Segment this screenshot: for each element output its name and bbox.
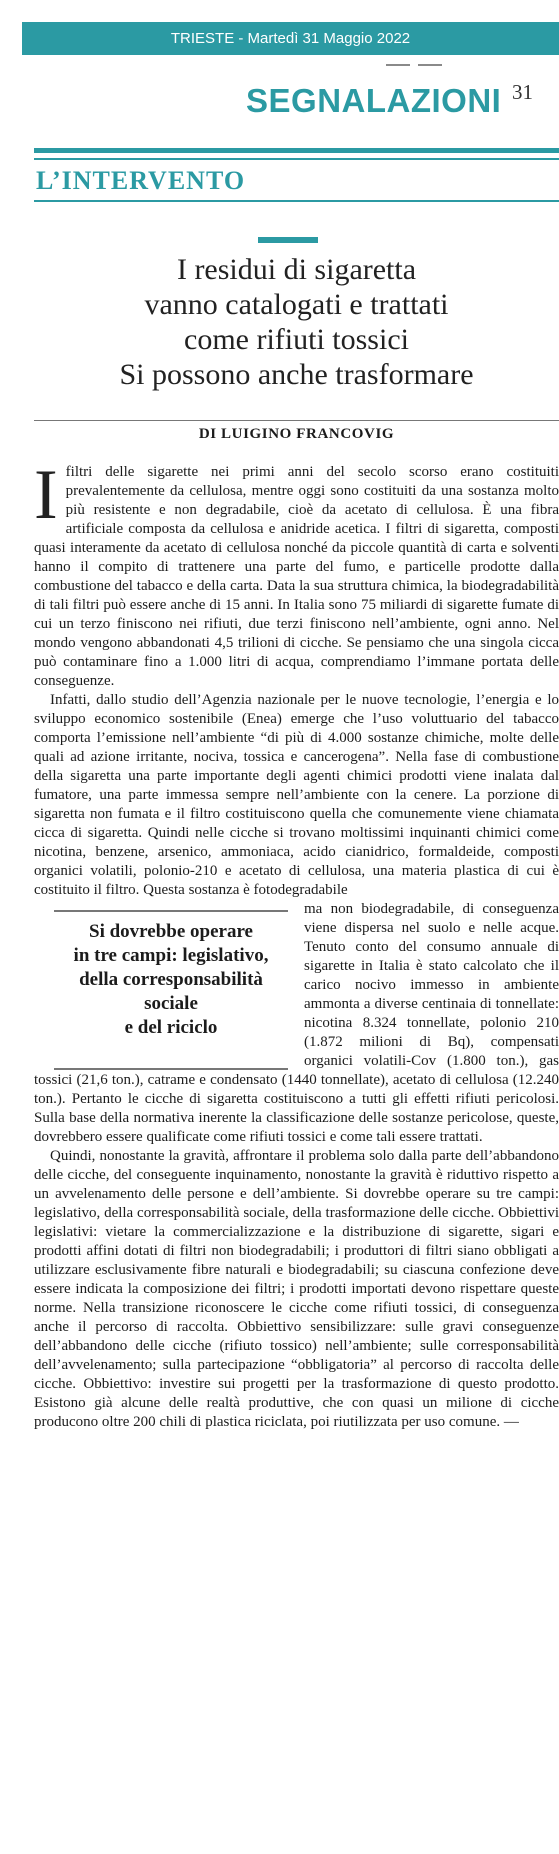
pullquote-line: in tre campi: legislativo,	[73, 945, 269, 966]
article-paragraph-2a	[34, 691, 559, 900]
headline-line: come rifiuti tossici	[184, 323, 409, 356]
headline	[34, 252, 559, 392]
pullquote	[34, 900, 288, 1070]
article-body	[34, 456, 559, 1432]
headline-line: vanno catalogati e trattati	[144, 288, 449, 321]
pullquote-rule-top	[54, 910, 288, 912]
pullquote-line: della corresponsabilità	[79, 969, 263, 990]
section-title: SEGNALAZIONI	[246, 82, 502, 119]
headline-accent-bar	[258, 237, 318, 243]
headline-line: Si possono anche trasformare	[119, 358, 474, 391]
pullquote-line: sociale	[144, 993, 198, 1014]
kicker-band-thin	[34, 158, 559, 160]
page-number: 31	[512, 80, 533, 104]
section-rule-right	[418, 64, 442, 66]
pullquote-line: e del riciclo	[124, 1017, 218, 1038]
article-paragraph-3	[34, 1147, 559, 1432]
paragraph-text: filtri delle sigarette nei primi anni del secolo scorso erano costituiti prevalentemente da cellulosa, mentre oggi sono costituiti da una sostanza molto più resistente e non degradabile, cioè da acetato di cellulosa. È una fibra artificiale composta da cellulosa e anidride acetica. I filtri di sigaretta, composti quasi interamente da acetato di cellulosa nonché da piccole quantità di carta e solventi hanno il compito di trattenere una parte del fumo, e particelle prodotte dalla combustione del tabacco e della carta. Data la sua struttura chimica, la biodegradabilità di tali filtri può essere anche di 15 anni. In Italia sono 75 miliardi di sigarette fumate di cui un terzo finiscono nei rifiuti, due terzi finiscono nell’ambiente, ogni anno. Nel mondo vengono abbandonati 4,5 trilioni di cicche. Se pensiamo che una singola cicca può contaminare fino a 1.000 litri di acqua, comprendiamo l’immane portata delle conseguenze.	[34, 464, 559, 689]
kicker-label: L’INTERVENTO	[36, 166, 246, 195]
dateline-bar	[22, 22, 559, 55]
article-paragraph-1	[34, 456, 559, 691]
paragraph-text: Infatti, dallo studio dell’Agenzia nazionale per le nuove tecnologie, l’energia e lo sviluppo economico sostenibile (Enea) emerge che l’uso voluttuario del tabacco comporta l’emissione nell’ambiente “di più di 4.000 sostanze chimiche, molte delle quali ad azione irritante, nociva, tossica e cancerogena”. Nella fase di combustione della sigaretta una parte importante degli agenti chimici prodotti viene inalata dal fumatore, una parte immessa sempre nell’ambiente con la cenere. La porzione di sigaretta non fumata e il filtro costituiscono quella che comunemente viene chiamata cicca di sigaretta. Quindi nelle cicche si trovano moltissimi inquinanti chimici come nicotina, benzene, arsenico, ammoniaca, acido cianidrico, formaldeide, composti organici volatili, polonio-210 e acetato di cellulosa, una materia plastica di cui è costituito il filtro. Questa sostanza è fotodegradabile	[34, 692, 559, 898]
pullquote-rule-bottom	[54, 1068, 288, 1070]
byline: DI LUIGINO FRANCOVIG	[198, 426, 395, 442]
section-rule-left	[386, 64, 410, 66]
byline-rule	[34, 420, 559, 421]
paragraph-text: Quindi, nonostante la gravità, affrontare il problema solo dalla parte dell’abbandono delle cicche, del conseguente inquinamento, nonostante la gravità è riduttivo rispetto a un avvelenamento delle persone e dell’ambiente. Si dovrebbe operare su tre campi: legislativo, della corresponsabilità sociale, della trasformazione delle cicche. Obbiettivi legislativi: vietare la commercializzazione e la distribuzione di sigarette, sigari e prodotti affini dotati di filtri non biodegradabili; i produttori di filtri siano obbligati a utilizzare esclusivamente fibre naturali e biodegradabili; su ciascuna confezione deve essere indicata la composizione dei filtri; i prodotti importati devono rispettare queste norme. Nella transizione riconoscere le cicche come rifiuti tossici, di conseguenza anche il percorso di raccolta. Obbiettivo sensibilizzare: sulle gravi conseguenze dell’abbandono delle cicche (rifiuto tossico) nell’ambiente; sulle corresponsabilità dell’avvelenamento; sulla partecipazione “obbligatoria” al percorso di raccolta delle cicche. Obbiettivo: investire sui progetti per la trasformazione di questo prodotto. Esistono già alcune delle realtà produttive, che con quasi un milione di cicche producono oltre 200 chili di plastica riciclata, poi riutilizzata per uso comune. —	[34, 1148, 559, 1430]
drop-cap: I	[34, 456, 58, 534]
dateline: TRIESTE - Martedì 31 Maggio 2022	[170, 30, 411, 47]
kicker-underline	[34, 200, 559, 202]
pullquote-text	[54, 920, 288, 1040]
headline-line: I residui di sigaretta	[176, 253, 417, 286]
kicker-band-thick	[34, 148, 559, 153]
paragraph-text: ma non biodegradabile, di conseguenza viene dispersa nel suolo e nelle acque. Tenuto conto del consumo annuale di sigarette in Italia è stato calcolato che il carico nocivo immesso in ambiente ammonta a diverse centinaia di tonnellate: nicotina 8.324 tonnellate, polonio 210 (1.872 milioni di Bq), compensati organici volatili-Cov (1.800 ton.), gas tossici (21,6 ton.), catrame e condensato (1440 tonnellate), acetato di cellulosa (12.240 ton.). Pertanto le cicche di sigaretta costituiscono a tutti gli effetti rifiuti pericolosi. Sulla base della normativa inerente la classificazione delle sostanze pericolose, queste, dovrebbero essere qualificate come rifiuti tossici e come tali essere trattati.	[34, 901, 559, 1145]
pullquote-line: Si dovrebbe operare	[89, 921, 253, 942]
